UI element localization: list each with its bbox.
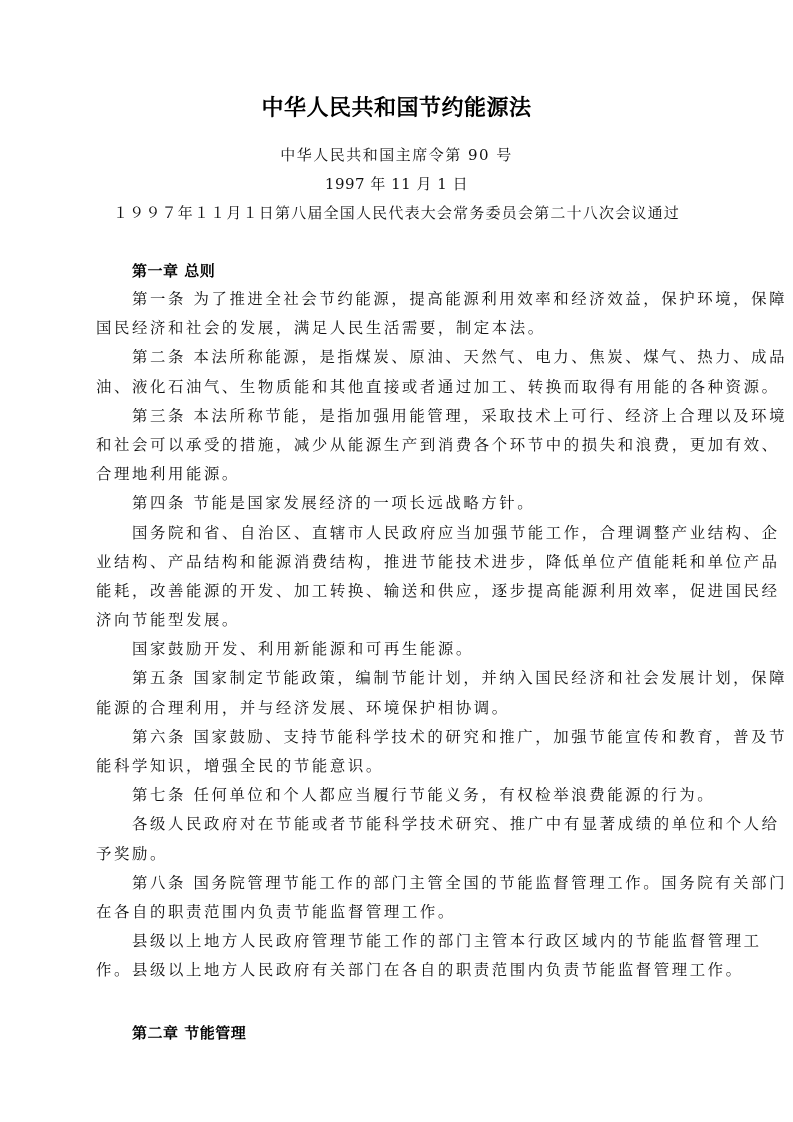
paragraph-line: 能源的合理利用，并与经济发展、环境保护相协调。 bbox=[96, 698, 510, 717]
paragraph-first-line: 第五条 国家制定节能政策，编制节能计划，并纳入国民经济和社会发展计划，保障 bbox=[132, 669, 788, 688]
paragraph-line: 油、液化石油气、生物质能和其他直接或者通过加工、转换而取得有用能的各种资源。 bbox=[96, 377, 780, 396]
paragraph-first-line: 国务院和省、自治区、直辖市人民政府应当加强节能工作，合理调整产业结构、企 bbox=[132, 523, 780, 542]
paragraph-first-line: 县级以上地方人民政府管理节能工作的部门主管本行政区域内的节能监督管理工 bbox=[132, 932, 762, 951]
paragraph-first-line: 第八条 国务院管理节能工作的部门主管全国的节能监督管理工作。国务院有关部门 bbox=[132, 873, 788, 892]
presidential-order: 中华人民共和国主席令第 90 号 bbox=[280, 146, 513, 164]
paragraph-line: 和社会可以承受的措施，减少从能源生产到消费各个环节中的损失和浪费，更加有效、 bbox=[96, 435, 780, 454]
paragraph-first-line: 第三条 本法所称节能，是指加强用能管理，采取技术上可行、经济上合理以及环境 bbox=[132, 406, 788, 425]
paragraph-line: 在各自的职责范围内负责节能监督管理工作。 bbox=[96, 902, 456, 921]
paragraph-line: 济向节能型发展。 bbox=[96, 611, 240, 630]
paragraph-line: 合理地利用能源。 bbox=[96, 465, 240, 484]
chapter-body bbox=[96, 285, 788, 986]
paragraph-line: 业结构、产品结构和能源消费结构，推进节能技术进步，降低单位产值能耗和单位产品 bbox=[96, 552, 780, 571]
paragraph-line: 作。县级以上地方人民政府有关部门在各自的职责范围内负责节能监督管理工作。 bbox=[96, 961, 744, 980]
promulgation-date: 1997 年 11 月 1 日 bbox=[324, 175, 469, 193]
paragraph-line: 予奖励。 bbox=[96, 844, 168, 863]
chapter-heading: 第二章 节能管理 bbox=[132, 1024, 247, 1042]
chapter-heading: 第一章 总则 bbox=[132, 262, 216, 280]
adoption-note: １９９７年１１月１日第八届全国人民代表大会常务委员会第二十八次会议通过 bbox=[112, 204, 680, 222]
document-title: 中华人民共和国节约能源法 bbox=[261, 96, 532, 121]
paragraph-first-line: 国家鼓励开发、利用新能源和可再生能源。 bbox=[132, 640, 474, 659]
paragraph-first-line: 第四条 节能是国家发展经济的一项长远战略方针。 bbox=[132, 494, 536, 513]
paragraph-first-line: 第一条 为了推进全社会节约能源，提高能源利用效率和经济效益，保护环境，保障 bbox=[132, 290, 788, 308]
paragraph-first-line: 各级人民政府对在节能或者节能科学技术研究、推广中有显著成绩的单位和个人给 bbox=[132, 815, 780, 834]
paragraph-line: 国民经济和社会的发展，满足人民生活需要，制定本法。 bbox=[96, 319, 546, 338]
paragraph-first-line: 第二条 本法所称能源，是指煤炭、原油、天然气、电力、焦炭、煤气、热力、成品 bbox=[132, 348, 788, 367]
paragraph-line: 能耗，改善能源的开发、加工转换、输送和供应，逐步提高能源利用效率，促进国民经 bbox=[96, 581, 780, 600]
paragraph-first-line: 第六条 国家鼓励、支持节能科学技术的研究和推广，加强节能宣传和教育，普及节 bbox=[132, 727, 788, 746]
paragraph-line: 能科学知识，增强全民的节能意识。 bbox=[96, 757, 384, 775]
paragraph-first-line: 第七条 任何单位和个人都应当履行节能义务，有权检举浪费能源的行为。 bbox=[132, 786, 716, 805]
